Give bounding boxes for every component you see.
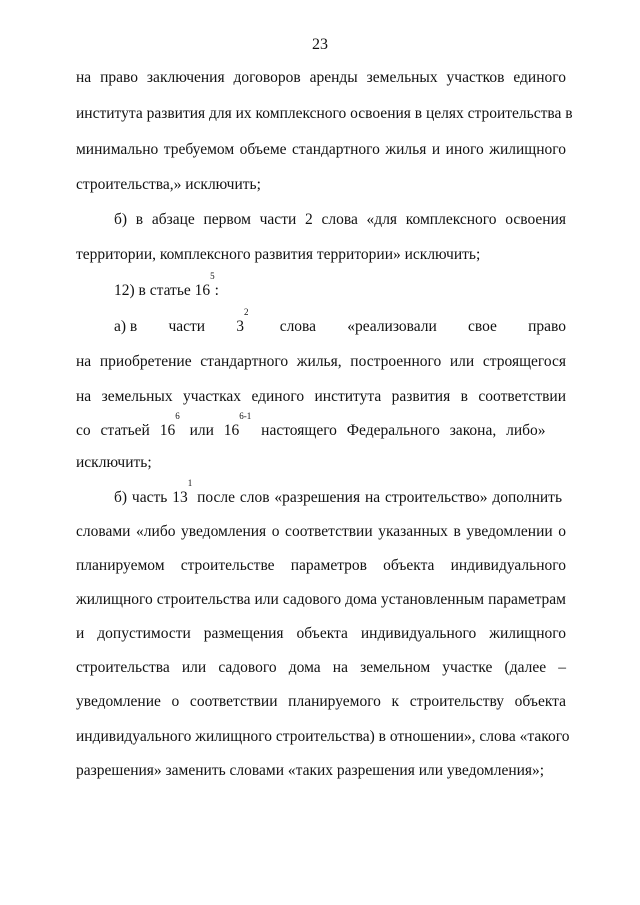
- text-fragment: или 16: [179, 422, 240, 439]
- text-line: жилищного строительства или садового дома установленным параметрам: [76, 591, 566, 608]
- text-line: и допустимости размещения объекта индивидуального жилищного: [76, 625, 566, 642]
- superscript: 2: [244, 307, 249, 317]
- text-line: уведомление о соответствии планируемого к строительству объекта: [76, 693, 566, 710]
- text-fragment: право: [528, 318, 566, 335]
- text-fragment: 3: [236, 318, 244, 335]
- text-line: строительства,» исключить;: [76, 176, 261, 193]
- text-line: на земельных участках единого института развития в соответствии: [76, 388, 566, 405]
- text-line: [76, 411, 566, 441]
- superscript: 6-1: [239, 411, 252, 421]
- text-fragment: после слов «разрешения на строительство» дополнить: [192, 489, 563, 506]
- text-fragment: а) в: [114, 318, 138, 335]
- text-fragment: б) часть 13: [114, 489, 188, 506]
- superscript: 6: [175, 411, 180, 421]
- text-line: [114, 271, 566, 301]
- text-line: словами «либо уведомления о соответствии указанных в уведомлении о: [76, 523, 566, 540]
- text-fragment: свое: [467, 318, 497, 335]
- text-fragment: 12) в статье 16: [114, 282, 211, 299]
- text-line: индивидуального жилищного строительства) в отношении», слова «такого: [76, 728, 570, 745]
- text-line: минимально требуемом объеме стандартного жилья и иного жилищного: [76, 141, 566, 158]
- text-line: на приобретение стандартного жилья, построенного или строящегося: [76, 353, 566, 370]
- text-line: [114, 478, 566, 508]
- text-line: строительства или садового дома на земельном участке (далее –: [76, 659, 566, 676]
- text-fragment: [236, 307, 249, 337]
- text-fragment: части: [168, 318, 206, 335]
- text-line: на право заключения договоров аренды земельных участков единого: [76, 69, 566, 86]
- text-line: исключить;: [76, 454, 152, 471]
- text-line: б) в абзаце первом части 2 слова «для комплексного освоения: [114, 211, 566, 228]
- text-line: разрешения» заменить словами «таких разрешения или уведомления»;: [76, 762, 545, 779]
- text-line: [114, 307, 566, 337]
- text-line: института развития для их комплексного освоения в целях строительства в: [76, 105, 573, 122]
- text-fragment: со статьей 16: [76, 422, 176, 439]
- text-line: планируемом строительстве параметров объекта индивидуального: [76, 557, 566, 574]
- superscript: 1: [187, 478, 193, 488]
- page-number: 23: [312, 36, 328, 53]
- text-fragment: :: [214, 282, 219, 299]
- superscript: 5: [210, 271, 215, 281]
- text-line: территории, комплексного развития территории» исключить;: [76, 246, 481, 263]
- text-fragment: настоящего Федерального закона, либо»: [251, 422, 546, 439]
- text-fragment: «реализовали: [347, 318, 437, 335]
- text-fragment: слова: [279, 318, 317, 335]
